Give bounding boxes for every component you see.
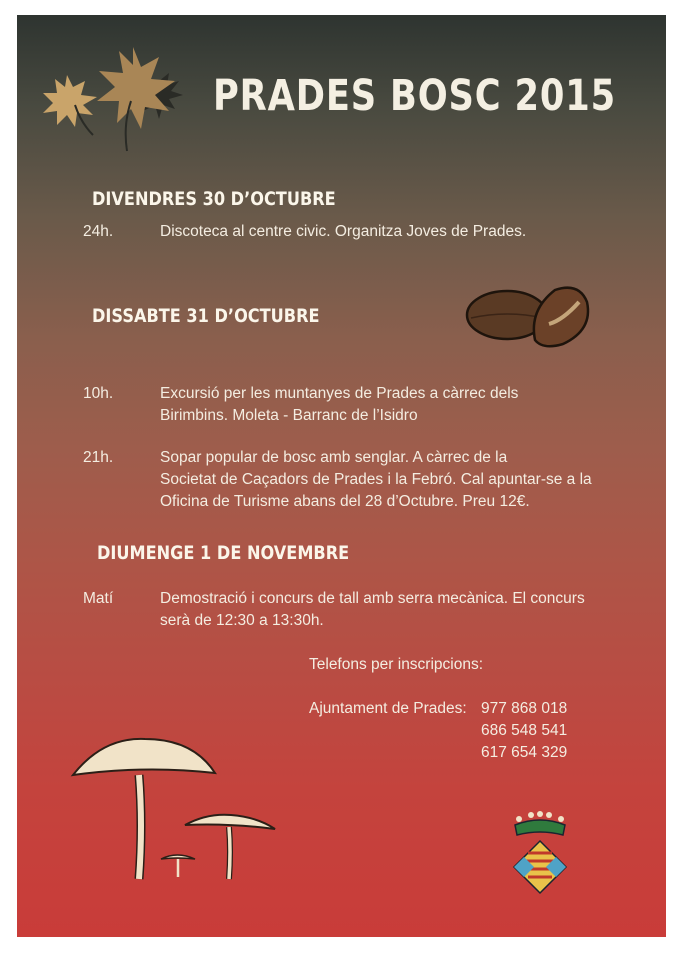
event-description: Discoteca al centre civic. Organitza Joves de Prades. xyxy=(160,223,527,240)
event-time: Matí xyxy=(83,590,114,607)
phone-number: 686 548 541 xyxy=(481,722,568,739)
poster xyxy=(17,15,666,937)
phone-number: 617 654 329 xyxy=(481,744,568,761)
day-heading-sunday: DIUMENGE 1 DE NOVEMBRE xyxy=(97,542,350,564)
event-description: Excursió per les muntanyes de Prades a càrrec dels Birimbins. Moleta - Barranc de l’Isidro xyxy=(160,385,519,424)
mushroom-icon xyxy=(69,741,289,891)
event-time: 21h. xyxy=(83,449,114,466)
maple-leaf-icon xyxy=(41,43,211,153)
phone-list xyxy=(481,698,567,764)
event-time: 24h. xyxy=(83,223,114,240)
phone-number: 977 868 018 xyxy=(481,700,568,717)
event-time: 10h. xyxy=(83,385,114,402)
day-heading-friday: DIVENDRES 30 D’OCTUBRE xyxy=(92,188,336,210)
event-description: Sopar popular de bosc amb senglar. A càrrec de la Societat de Caçadors de Prades i la Febró. Cal apuntar-se a la Oficina de Turisme abans del 28 d’Octubre. Preu 12€. xyxy=(160,449,592,510)
event-description: Demostració i concurs de tall amb serra mecànica. El concurs serà de 12:30 a 13:30h. xyxy=(160,590,585,629)
coat-of-arms-icon xyxy=(509,805,571,897)
contact-heading: Telefons per inscripcions: xyxy=(309,656,484,673)
chestnut-icon xyxy=(465,280,595,350)
poster-title: PRADES BOSC 2015 xyxy=(213,71,616,121)
day-heading-saturday: DISSABTE 31 D’OCTUBRE xyxy=(92,305,320,327)
contact-label: Ajuntament de Prades: xyxy=(309,700,467,717)
